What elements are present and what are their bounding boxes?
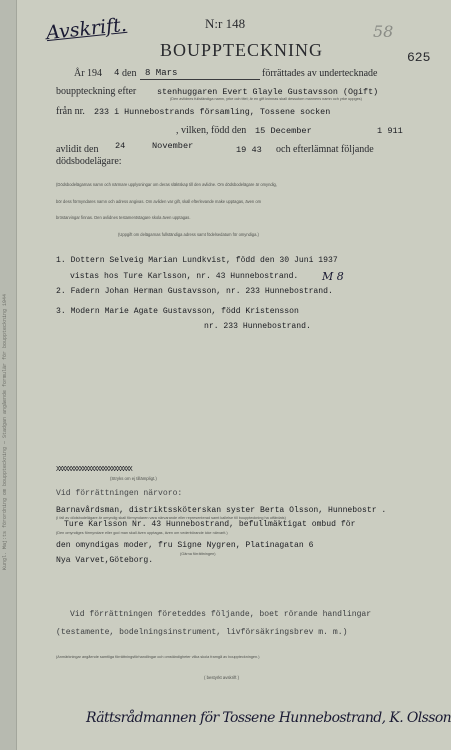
intro-line5-suffix: och efterlämnat följande	[276, 144, 374, 155]
guardian-caption-2: (Den omyndiges förmyndare eller god man skall även upptagas, även om vederbörande icke närvarit.)	[56, 531, 228, 535]
document-title: BOUPPTECKNING	[160, 40, 324, 60]
guardian-line-3: den omyndigas moder, fru Signe Nygren, Platinagatan 6	[56, 541, 314, 550]
date-underline	[140, 79, 260, 80]
guardian-line-4: Nya Varvet,Göteborg.	[56, 556, 154, 565]
death-year: 19 43	[236, 145, 262, 155]
struck-out-caption: (Stryks om ej tillämpligt.)	[110, 476, 157, 481]
guardian-caption-1: (I fall av dödsbodelägare är omyndig skall förmyndaren vara närvarande eller representerad samt kallelse till bouppteckning ha utfärdats)	[56, 516, 286, 520]
documents-small-2: ( bestyrkt avskrift )	[204, 675, 240, 680]
intro-year-digit: 4	[114, 68, 120, 78]
intro-year-prefix: År 194	[74, 68, 103, 79]
deceased-name: stenhuggaren Evert Glayle Gustavsson (Ogift)	[157, 87, 379, 97]
instruction-line-2: bör dess förmyndares namn och adress angivas. Om avliden var gift, skall efterlevande make upptagas, även om	[56, 199, 262, 204]
birth-date: 15 December	[255, 126, 312, 136]
heir-1-line-1: 1. Dottern Selveig Marian Lundkvist, född den 30 Juni 1937	[56, 256, 338, 265]
signature: Rättsrådmannen för Tossene Hunnebostrand, K. Olsson	[86, 710, 451, 726]
intro-line1-suffix: förrättades av undertecknade	[262, 68, 378, 79]
estate-date: 8 Mars	[145, 68, 178, 78]
heir-3-line-1: 3. Modern Marie Agate Gustavsson, född Kristensson	[56, 307, 299, 316]
left-margin-text: Kungl. Maj:ts förordning om bouppteckning — Stadgan angående formulär för bouppteckning 1944	[2, 293, 8, 570]
intro-line5-prefix: avlidit den	[56, 144, 99, 155]
guardian-line-1: Barnavårdsman, distriktssköterskan syster Berta Olsson, Hunnebostr .	[56, 506, 387, 515]
page-number: 625	[407, 50, 431, 65]
heir-2: 2. Fadern Johan Herman Gustavsson, nr. 233 Hunnebostrand.	[56, 287, 333, 296]
intro-line6: dödsbodelägare:	[56, 156, 122, 167]
instruction-line-1: (Dödsbodelägarnas namn och närmare upplysningar om deras släktskap till den avlidne. Om dödsbodelägare är omyndig,	[56, 182, 277, 187]
guardian-caption-3: (Gärna förrättningen)	[180, 552, 216, 556]
heir-3-line-2: nr. 233 Hunnebostrand.	[204, 322, 311, 331]
birth-year: 1 911	[377, 126, 403, 136]
avskrift-stamp: Avskrift.	[45, 13, 128, 45]
death-month: November	[152, 141, 194, 151]
guardian-line-2: Ture Karlsson Nr. 43 Hunnebostrand, befullmäktigat ombud för	[64, 520, 356, 529]
deceased-name-caption: (Den avlidnes fullständiga namn, yrke och titel; är en gift kvinnas skall dessutom mannens namn och yrke uppges)	[170, 97, 362, 101]
instruction-line-3: bröstarvingar finnas. Den avlidnes testamentstagare skola även upptagas.	[56, 215, 191, 220]
present-label: Vid förrättningen närvoro:	[56, 489, 183, 498]
intro-line4: , vilken, född den	[176, 125, 247, 136]
document-number: N:r 148	[205, 16, 246, 31]
intro-line2-prefix: bouppteckning efter	[56, 86, 137, 97]
left-binding-strip	[0, 0, 17, 750]
death-day: 24	[115, 141, 126, 151]
pencil-mark: 58	[373, 22, 394, 41]
intro-den-label: den	[122, 68, 137, 79]
documents-line-2: (testamente, bodelningsinstrument, livförsäkringsbrev m. m.)	[56, 628, 348, 637]
documents-line-1: Vid förrättningen företeddes följande, boet rörande handlingar	[70, 610, 372, 619]
heir-1-margin-note: M 8	[322, 270, 344, 283]
heir-1-line-2: vistas hos Ture Karlsson, nr. 43 Hunnebostrand.	[70, 272, 299, 281]
documents-small-1: (Anmärkningar angående samtliga förrättningsförhandlingar och omständigheter vilka skola framgå av bouppteckningen.)	[56, 655, 260, 659]
intro-line3-prefix: från nr.	[56, 106, 85, 117]
estate-address: 233 i Hunnebostrands församling, Tossene socken	[94, 107, 331, 117]
struck-out-line: XXXXXXXXXXXXXXXXXXXXXXXXXX	[56, 466, 132, 474]
instruction-line-4: (Uppgift om delägarnas fullständiga adress samt födelsedatum för omyndiga.)	[118, 232, 259, 237]
